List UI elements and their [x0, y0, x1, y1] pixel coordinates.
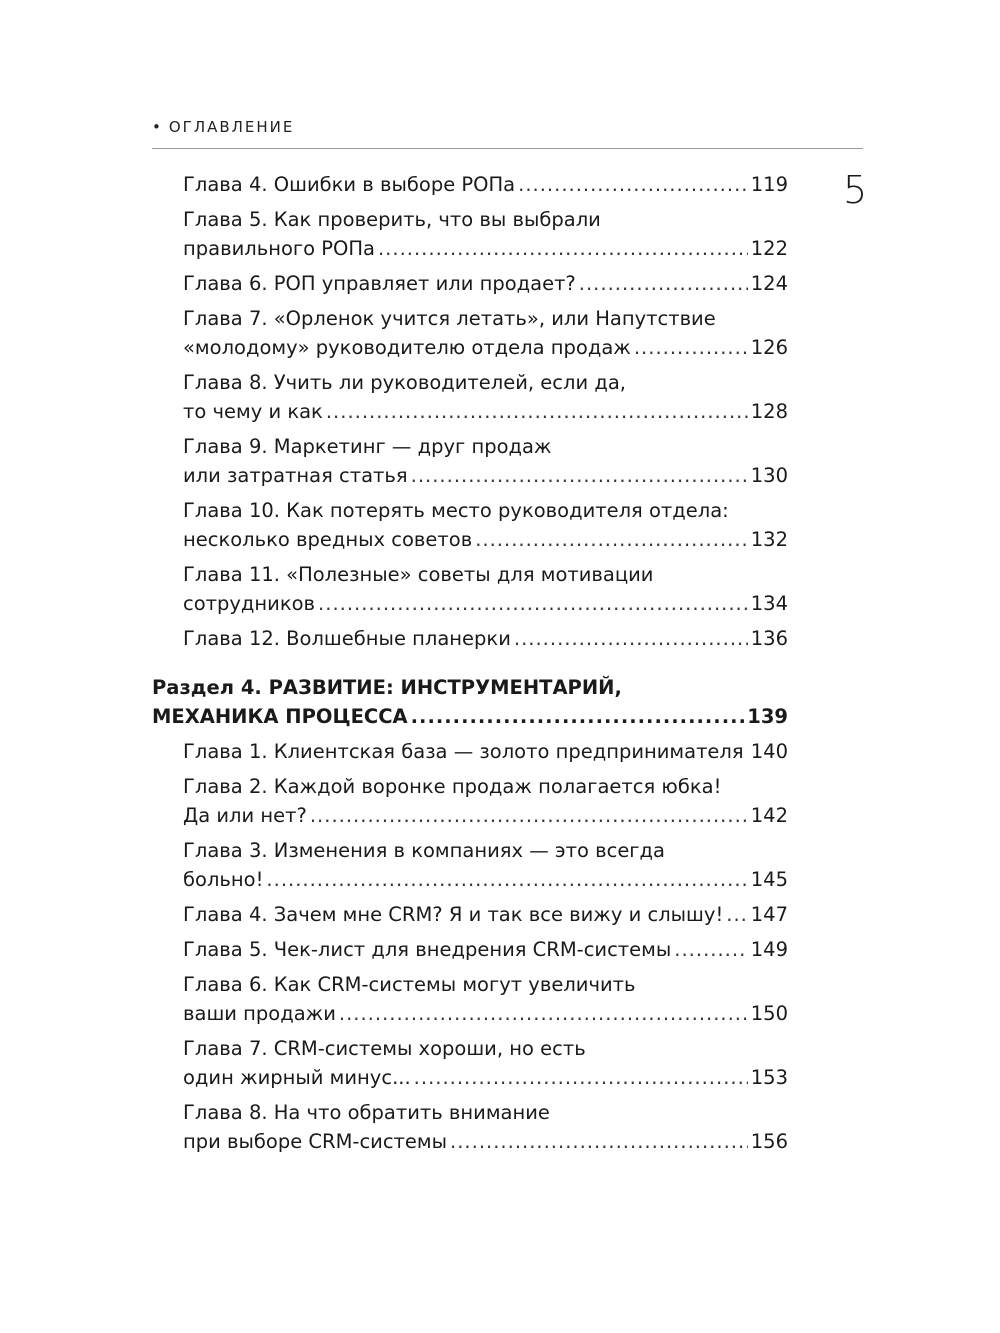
- page-number: 5: [843, 168, 868, 212]
- toc-entry[interactable]: [183, 772, 788, 830]
- toc-section-heading[interactable]: [152, 673, 788, 731]
- leader-dots: [411, 702, 745, 731]
- leader-dots: [450, 1127, 748, 1156]
- entry-title-line: Глава 6. Как CRM-системы могут увеличить: [183, 973, 636, 996]
- entry-title-text: Глава 4. Ошибки в выборе РОПа: [183, 173, 516, 196]
- toc-entry[interactable]: [183, 304, 788, 362]
- entry-page-number: 134: [750, 592, 788, 615]
- leader-dots: [514, 624, 748, 653]
- running-header: [152, 118, 294, 136]
- toc-entry[interactable]: [183, 624, 788, 653]
- leader-dots: [339, 999, 748, 1028]
- toc-entry[interactable]: [183, 970, 788, 1028]
- leader-dots: [475, 525, 748, 554]
- entry-page-number: 145: [750, 868, 788, 891]
- toc-entry[interactable]: [183, 935, 788, 964]
- entry-title-line: Глава 2. Каждой воронке продаж полагается юбка!: [183, 775, 722, 798]
- entry-title-text: больно!: [183, 868, 264, 891]
- entry-title-text: Глава 6. РОП управляет или продает?: [183, 272, 576, 295]
- toc-entry[interactable]: [183, 432, 788, 490]
- entry-title-line: Глава 5. Как проверить, что вы выбрали: [183, 208, 601, 231]
- toc-entry[interactable]: [183, 1034, 788, 1092]
- entry-title-line: Глава 10. Как потерять место руководителя отдела:: [183, 499, 729, 522]
- leader-dots: [674, 935, 747, 964]
- entry-page-number: 153: [750, 1066, 788, 1089]
- leader-dots: [378, 234, 748, 263]
- entry-title-text: то чему и как: [183, 400, 323, 423]
- header-title: ОГЛАВЛЕНИЕ: [168, 118, 295, 136]
- toc-entry[interactable]: [183, 900, 788, 929]
- toc-group-section-4: [152, 737, 788, 1156]
- entry-page-number: 124: [750, 272, 788, 295]
- entry-title-text: Глава 4. Зачем мне CRM? Я и так все вижу и слышу!: [183, 903, 724, 926]
- entry-title-text: сотрудников: [183, 592, 316, 615]
- entry-page-number: 132: [750, 528, 788, 551]
- leader-dots: [747, 737, 748, 766]
- toc-entry[interactable]: [183, 368, 788, 426]
- entry-title-line: Глава 7. CRM-системы хороши, но есть: [183, 1037, 586, 1060]
- toc-entry[interactable]: [183, 269, 788, 298]
- toc-group-section-3: [152, 170, 788, 653]
- leader-dots: [634, 333, 748, 362]
- entry-page-number: 149: [750, 938, 788, 961]
- toc-entry[interactable]: [183, 836, 788, 894]
- leader-dots: [579, 269, 748, 298]
- entry-page-number: 128: [750, 400, 788, 423]
- entry-page-number: 147: [750, 903, 788, 926]
- entry-title-line: Глава 8. На что обратить внимание: [183, 1101, 550, 1124]
- toc-entry[interactable]: [183, 170, 788, 199]
- entry-page-number: 130: [750, 464, 788, 487]
- toc-entry[interactable]: [183, 1098, 788, 1156]
- toc-entry[interactable]: [183, 560, 788, 618]
- leader-dots: [266, 865, 747, 894]
- entry-title-text: или затратная статья: [183, 464, 408, 487]
- leader-dots: [518, 170, 748, 199]
- entry-title-line: Глава 8. Учить ли руководителей, если да,: [183, 371, 626, 394]
- entry-page-number: 156: [750, 1130, 788, 1153]
- leader-dots: [318, 589, 748, 618]
- entry-title-line: Глава 11. «Полезные» советы для мотивации: [183, 563, 654, 586]
- leader-dots: [726, 900, 748, 929]
- entry-title-text: Глава 1. Клиентская база — золото предпринимателя: [183, 740, 744, 763]
- entry-title-text: Глава 12. Волшебные планерки: [183, 627, 511, 650]
- entry-title-line: Глава 9. Маркетинг — друг продаж: [183, 435, 552, 458]
- entry-page-number: 140: [750, 740, 788, 763]
- toc-entry[interactable]: [183, 737, 788, 766]
- entry-title-line: Глава 3. Изменения в компаниях — это всегда: [183, 839, 665, 862]
- leader-dots: [310, 801, 748, 830]
- leader-dots: [414, 1063, 748, 1092]
- entry-page-number: 142: [750, 804, 788, 827]
- entry-title-text: один жирный минус...: [183, 1066, 411, 1089]
- toc-entry[interactable]: [183, 205, 788, 263]
- entry-page-number: 136: [750, 627, 788, 650]
- entry-title-text: ваши продажи: [183, 1002, 336, 1025]
- toc-entry[interactable]: [183, 496, 788, 554]
- entry-title-text: несколько вредных советов: [183, 528, 473, 551]
- section-title-line-1: Раздел 4. РАЗВИТИЕ: ИНСТРУМЕНТАРИЙ,: [152, 676, 622, 699]
- header-bullet: •: [152, 118, 163, 136]
- entry-title-text: Да или нет?: [183, 804, 307, 827]
- entry-title-text: при выборе CRM-системы: [183, 1130, 448, 1153]
- leader-dots: [411, 461, 748, 490]
- entry-title-text: Глава 5. Чек-лист для внедрения CRM-системы: [183, 938, 672, 961]
- header-rule: [152, 148, 863, 149]
- entry-title-text: «молодому» руководителю отдела продаж: [183, 336, 631, 359]
- table-of-contents: [152, 170, 788, 1162]
- section-title-line-2: МЕХАНИКА ПРОЦЕССА: [152, 705, 408, 728]
- entry-page-number: 126: [750, 336, 788, 359]
- entry-page-number: 122: [750, 237, 788, 260]
- entry-title-line: Глава 7. «Орленок учится летать», или Напутствие: [183, 307, 716, 330]
- entry-page-number: 150: [750, 1002, 788, 1025]
- leader-dots: [326, 397, 748, 426]
- entry-page-number: 119: [750, 173, 788, 196]
- entry-title-text: правильного РОПа: [183, 237, 375, 260]
- section-page-number: 139: [747, 705, 788, 728]
